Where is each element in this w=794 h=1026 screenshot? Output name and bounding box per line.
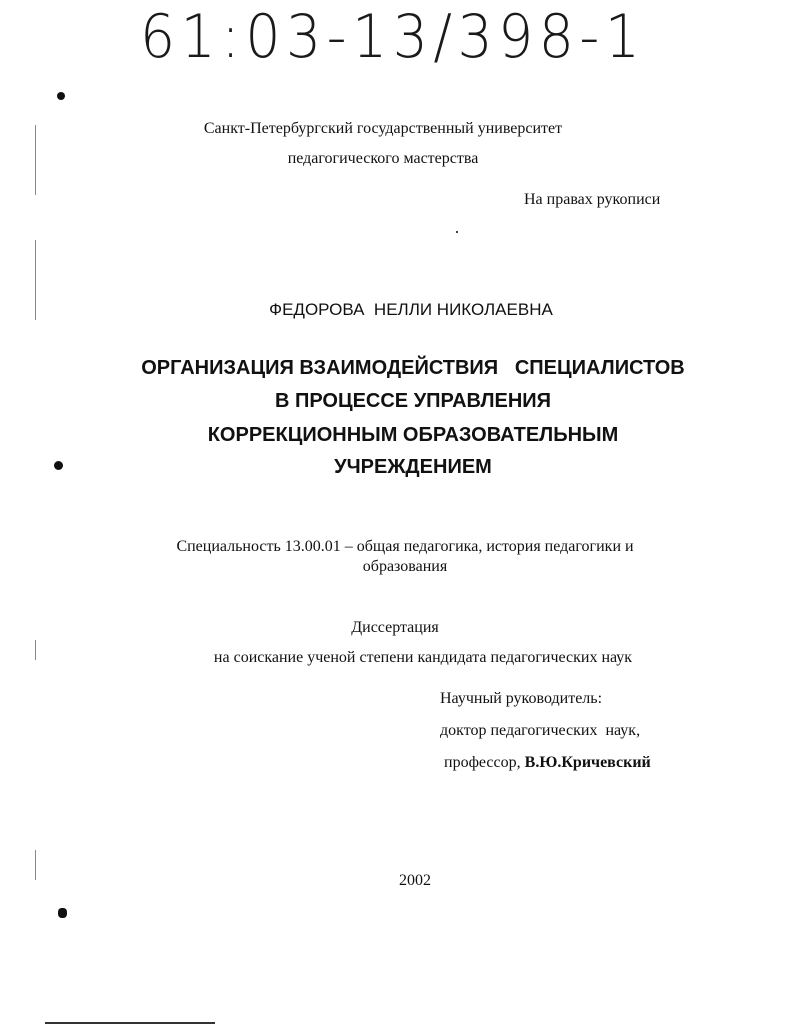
- supervisor-rank: профессор,: [444, 754, 521, 771]
- scan-punch-hole: [58, 908, 67, 918]
- university-name-continued: педагогического мастерства: [287, 150, 479, 167]
- handwritten-catalog-number: 61:03-13/398-1: [140, 2, 646, 72]
- degree-sought: на соискание ученой степени кандидата педагогических наук: [213, 649, 633, 666]
- university-name: Санкт-Петербургский государственный университет: [203, 120, 563, 137]
- title-line-4: УЧРЕЖДЕНИЕМ: [334, 456, 492, 478]
- year: 2002: [399, 872, 431, 889]
- supervisor-degree: доктор педагогических наук,: [440, 722, 641, 739]
- dissertation-label: Диссертация: [351, 619, 439, 636]
- rights-note: На правах рукописи: [524, 191, 661, 208]
- specialty-line: Специальность 13.00.01 – общая педагогика, история педагогики и: [176, 538, 634, 555]
- title-line-3: КОРРЕКЦИОННЫМ ОБРАЗОВАТЕЛЬНЫМ: [207, 424, 619, 446]
- scan-punch-hole: [57, 92, 65, 100]
- title-line-1: ОРГАНИЗАЦИЯ ВЗАИМОДЕЙСТВИЯ СПЕЦИАЛИСТОВ: [141, 357, 685, 379]
- supervisor-name: В.Ю.Кричевский: [524, 754, 651, 771]
- supervisor-label: Научный руководитель:: [440, 690, 603, 707]
- supervisor-rank-name: [444, 754, 651, 772]
- scan-speck: [456, 231, 458, 233]
- author-name: ФЕДОРОВА НЕЛЛИ НИКОЛАЕВНА: [269, 300, 553, 319]
- title-line-2: В ПРОЦЕССЕ УПРАВЛЕНИЯ: [274, 390, 552, 412]
- specialty-line-continued: образования: [362, 558, 448, 575]
- scan-bottom-rule: [45, 1022, 215, 1024]
